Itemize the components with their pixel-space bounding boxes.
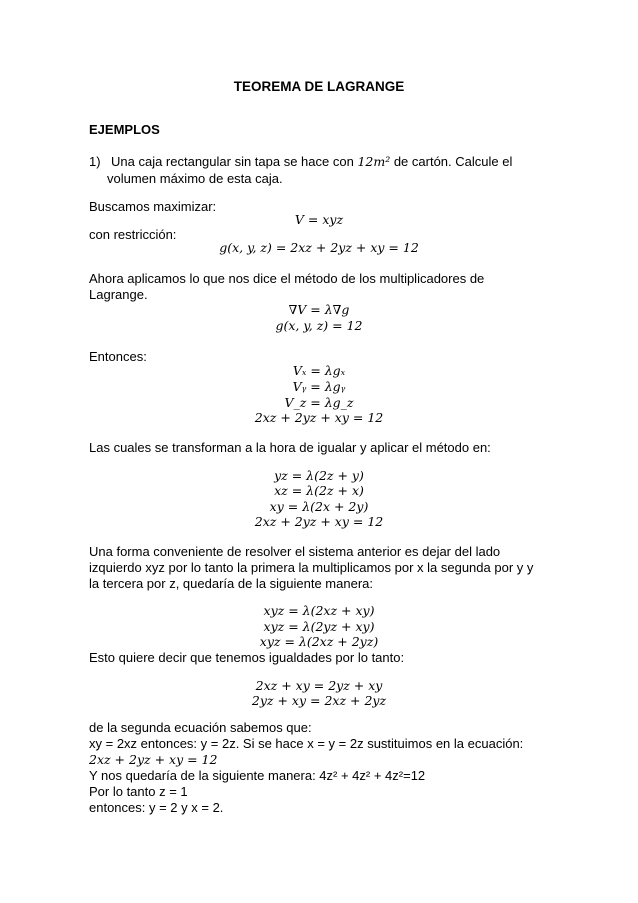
conclusion-line: xy = 2xz entonces: y = 2z. Si se hace x = y = 2z sustituimos en la ecuación: bbox=[89, 736, 524, 751]
partial-equation: V_z = λg_z bbox=[284, 395, 354, 410]
objective-equation: V = xyz bbox=[294, 212, 344, 227]
multiplied-equation: xyz = λ(2xz + xy) bbox=[263, 603, 375, 618]
system-equation: xz = λ(2z + x) bbox=[274, 483, 364, 498]
conclusion-line: Y nos quedaría de la siguiente manera: 4z² + 4z² + 4z²=12 bbox=[89, 768, 426, 783]
problem-statement-line-2: volumen máximo de esta caja. bbox=[107, 171, 283, 186]
conclusion-line: 2xz + 2yz + xy = 12 bbox=[89, 752, 218, 767]
partial-equation: Vₓ = λgₓ bbox=[292, 363, 346, 378]
equalities-label: Esto quiere decir que tenemos igualdades por lo tanto: bbox=[89, 650, 405, 665]
conclusion-line: entonces: y = 2 y x = 2. bbox=[89, 800, 224, 815]
conclusion-line: de la segunda ecuación sabemos que: bbox=[89, 720, 312, 735]
equality-equation: 2yz + xy = 2xz + 2yz bbox=[251, 693, 387, 708]
paragraph-line: Una forma conveniente de resolver el sistema anterior es dejar del lado bbox=[89, 544, 501, 559]
problem-number: 1) bbox=[89, 154, 101, 169]
problem-statement-line-1: Una caja rectangular sin tapa se hace con 12m² de cartón. Calcule el bbox=[111, 154, 513, 169]
transform-label: Las cuales se transforman a la hora de igualar y aplicar el método en: bbox=[89, 440, 491, 455]
lagrange-intro-line-2: Lagrange. bbox=[89, 287, 148, 302]
paragraph-line: izquierdo xyz por lo tanto la primera la multiplicamos por x la segunda por y y bbox=[89, 560, 534, 575]
maximize-label: Buscamos maximizar: bbox=[89, 199, 217, 214]
then-label: Entonces: bbox=[89, 349, 147, 364]
equality-equation: 2xz + xy = 2yz + xy bbox=[255, 678, 383, 693]
section-heading: EJEMPLOS bbox=[89, 122, 160, 137]
constraint-equation-repeat: g(x, y, z) = 12 bbox=[275, 318, 363, 333]
gradient-equation: ∇V = λ∇g bbox=[288, 302, 350, 317]
conclusion-line: Por lo tanto z = 1 bbox=[89, 784, 188, 799]
system-equation: yz = λ(2z + y) bbox=[274, 468, 364, 483]
document-title: TEOREMA DE LAGRANGE bbox=[233, 79, 405, 94]
multiplied-equation: xyz = λ(2yz + xy) bbox=[263, 619, 375, 634]
multiplied-equation: xyz = λ(2xz + 2yz) bbox=[259, 634, 379, 649]
paragraph-line: la tercera por z, quedaría de la siguiente manera: bbox=[89, 576, 374, 591]
system-equation: 2xz + 2yz + xy = 12 bbox=[254, 514, 384, 529]
constraint-equation-system: 2xz + 2yz + xy = 12 bbox=[254, 410, 384, 425]
system-equation: xy = λ(2x + 2y) bbox=[269, 499, 369, 514]
constraint-label: con restricción: bbox=[89, 227, 177, 242]
constraint-equation: g(x, y, z) = 2xz + 2yz + xy = 12 bbox=[219, 240, 419, 255]
partial-equation: Vᵧ = λgᵧ bbox=[292, 379, 346, 394]
lagrange-intro-line-1: Ahora aplicamos lo que nos dice el método de los multiplicadores de bbox=[89, 271, 485, 286]
